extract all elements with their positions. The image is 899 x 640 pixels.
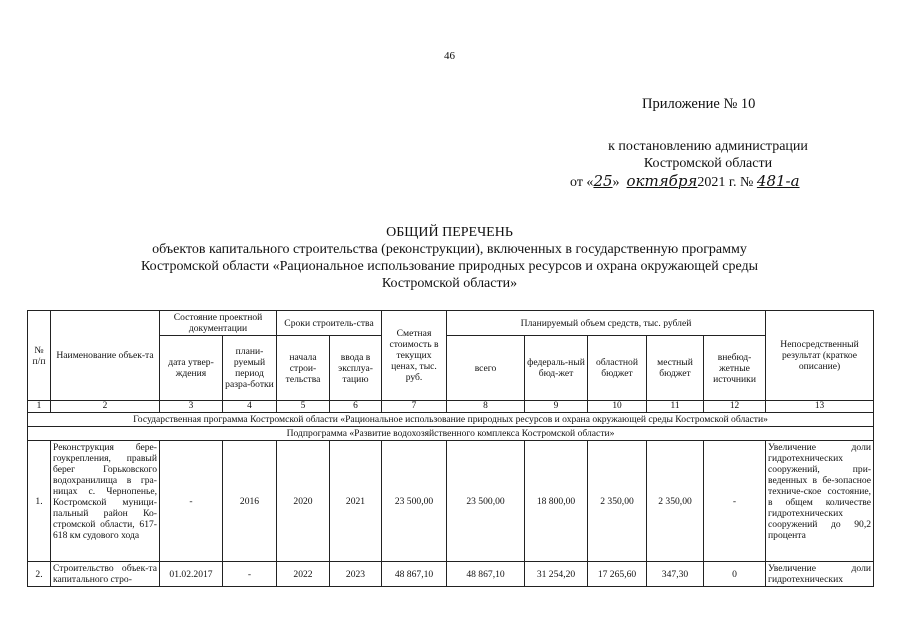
column-number: 5 bbox=[277, 401, 330, 413]
column-number: 12 bbox=[704, 401, 766, 413]
row-total: 23 500,00 bbox=[447, 441, 525, 562]
title-line2: объектов капитального строительства (реконструкции), включенных в государственную программу bbox=[152, 242, 747, 257]
row-total: 48 867,10 bbox=[447, 562, 525, 587]
title-line4: Костромской области» bbox=[381, 276, 518, 291]
row-period: - bbox=[223, 562, 277, 587]
column-number: 9 bbox=[525, 401, 588, 413]
header-total: всего bbox=[447, 336, 525, 401]
date-year: 2021 г. № bbox=[697, 175, 754, 190]
header-result: Непосредственный результат (краткое описание) bbox=[766, 311, 874, 401]
appendix-title: Приложение № 10 bbox=[642, 96, 756, 112]
page-number: 46 bbox=[444, 50, 455, 62]
row-estimate: 48 867,10 bbox=[382, 562, 447, 587]
header-start: начала строи-тельства bbox=[277, 336, 330, 401]
column-number: 8 bbox=[447, 401, 525, 413]
header-row-1 bbox=[28, 311, 874, 336]
row-name: Строительство объек-та капитального стро- bbox=[51, 562, 160, 587]
header-num: № п/п bbox=[28, 311, 51, 401]
header-doc-approval: дата утвер-ждения bbox=[160, 336, 223, 401]
row-start: 2020 bbox=[277, 441, 330, 562]
row-result: Увеличение доли гидротехнических сооружений, при-веденных в бе-зопасное техниче-ское состояние, в общем количестве гидротехнических сооружений до 90,2 процента bbox=[766, 441, 874, 562]
column-number: 4 bbox=[223, 401, 277, 413]
header-doc-state: Состояние проектной документации bbox=[160, 311, 277, 336]
table-row bbox=[28, 441, 874, 562]
row-approval: 01.02.2017 bbox=[160, 562, 223, 587]
title-line3: Костромской области «Рациональное использование природных ресурсов и охрана окружающей среды bbox=[140, 259, 759, 274]
date-prefix: от « bbox=[570, 175, 594, 190]
program-name: Государственная программа Костромской области «Рациональное использование природных ресурсов и охрана окружающей среды Костромской области» bbox=[28, 413, 874, 427]
row-local: 2 350,00 bbox=[647, 441, 704, 562]
row-federal: 31 254,20 bbox=[525, 562, 588, 587]
row-offbudget: - bbox=[704, 441, 766, 562]
decree-reference bbox=[560, 138, 856, 172]
row-estimate: 23 500,00 bbox=[382, 441, 447, 562]
header-regional: областной бюджет bbox=[588, 336, 647, 401]
column-number: 3 bbox=[160, 401, 223, 413]
row-regional: 17 265,60 bbox=[588, 562, 647, 587]
subprogram-row bbox=[28, 427, 874, 441]
date-month-handwritten: октября bbox=[626, 172, 698, 190]
objects-table bbox=[27, 310, 874, 587]
row-offbudget: 0 bbox=[704, 562, 766, 587]
row-result: Увеличение доли гидротехнических bbox=[766, 562, 874, 587]
column-number: 11 bbox=[647, 401, 704, 413]
header-local: местный бюджет bbox=[647, 336, 704, 401]
date-mid: » bbox=[612, 175, 620, 190]
row-start: 2022 bbox=[277, 562, 330, 587]
column-number: 2 bbox=[51, 401, 160, 413]
row-federal: 18 800,00 bbox=[525, 441, 588, 562]
header-construction: Сроки строитель-ства bbox=[277, 311, 382, 336]
subprogram-name: Подпрограмма «Развитие водохозяйственного комплекса Костромской области» bbox=[28, 427, 874, 441]
date-day-handwritten: 25 bbox=[593, 172, 613, 190]
program-row bbox=[28, 413, 874, 427]
row-period: 2016 bbox=[223, 441, 277, 562]
row-commission: 2023 bbox=[330, 562, 382, 587]
row-num: 1. bbox=[28, 441, 51, 562]
table-row bbox=[28, 562, 874, 587]
header-offbudget: внебюд-жетные источники bbox=[704, 336, 766, 401]
header-estimate: Сметная стоимость в текущих ценах, тыс. руб. bbox=[382, 311, 447, 401]
title-line1: ОБЩИЙ ПЕРЕЧЕНЬ bbox=[386, 225, 513, 240]
row-num: 2. bbox=[28, 562, 51, 587]
header-commission: ввода в эксплуа-тацию bbox=[330, 336, 382, 401]
decree-line2: Костромской области bbox=[643, 156, 773, 171]
decree-date bbox=[570, 172, 800, 191]
row-commission: 2021 bbox=[330, 441, 382, 562]
row-name: Реконструкция бере-гоукрепления, правый берег Горьковского водохранилища в гра-ницах с. Чернопенье, Костромской муници-пальный район Ко-стромской области, 617-618 км судового хода bbox=[51, 441, 160, 562]
decree-line1: к постановлению администрации bbox=[608, 139, 808, 154]
header-federal: федераль-ный бюд-жет bbox=[525, 336, 588, 401]
header-planned: Планируемый объем средств, тыс. рублей bbox=[447, 311, 766, 336]
header-name: Наименование объек-та bbox=[51, 311, 160, 401]
column-number: 13 bbox=[766, 401, 874, 413]
row-approval: - bbox=[160, 441, 223, 562]
document-title bbox=[0, 224, 899, 292]
column-number-row bbox=[28, 401, 874, 413]
row-local: 347,30 bbox=[647, 562, 704, 587]
decree-number-handwritten: 481-а bbox=[756, 172, 800, 190]
column-number: 7 bbox=[382, 401, 447, 413]
column-number: 10 bbox=[588, 401, 647, 413]
row-regional: 2 350,00 bbox=[588, 441, 647, 562]
column-number: 6 bbox=[330, 401, 382, 413]
column-number: 1 bbox=[28, 401, 51, 413]
header-doc-period: плани-руемый период разра-ботки bbox=[223, 336, 277, 401]
